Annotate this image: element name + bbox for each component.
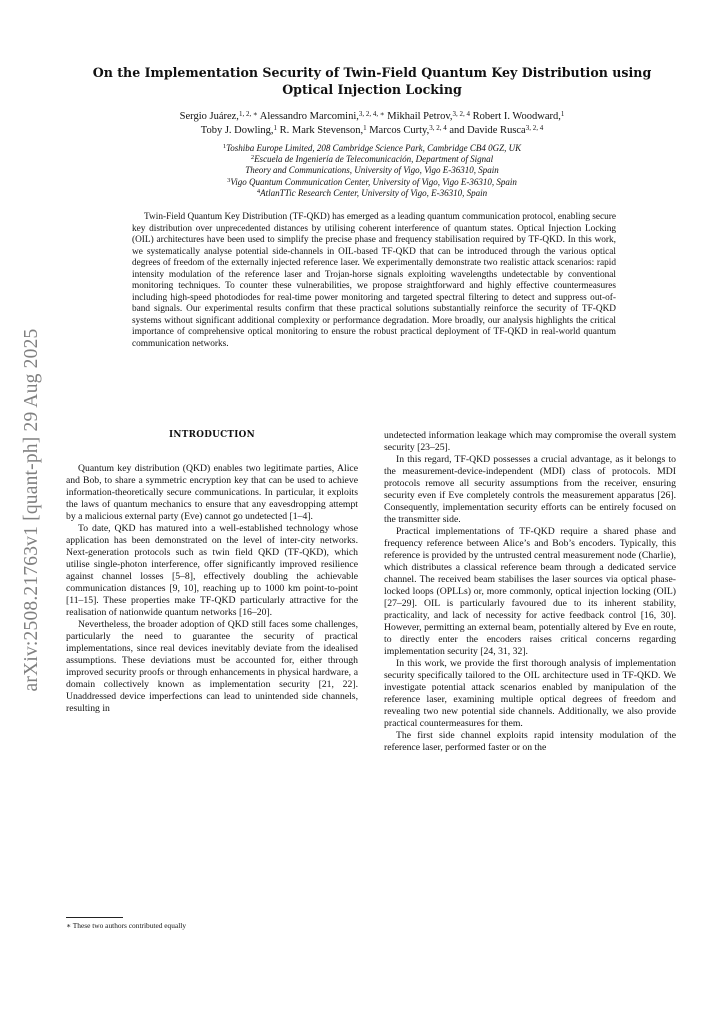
paragraph: Nevertheless, the broader adoption of QKD still faces some challenges, particularly the need to guarantee the security of practical implementations, since real devices inevitably deviate from the idealised assumptions. These deviations must be accounted for, either through improved security proofs or through enhancements in physical hardware, a domain collectively known as implementation security [21, 22]. Unaddressed device imperfections can lead to unintended side channels, resulting in	[66, 619, 358, 714]
affiliation-list	[70, 143, 674, 199]
affiliation	[70, 154, 674, 165]
paragraph: Practical implementations of TF-QKD require a shared phase and frequency reference between Alice’s and Bob’s encoders. Typically, this reference is provided by the untrusted central measurement node (Charlie), which distributes a classical reference beam through a dedicated service channel. The received beam stabilises the laser sources via optical phase-locked loops (OPLLs) or, more commonly, optical injection locking (OIL) [27–29]. OIL is particularly favoured due to its inherent stability, practicality, and lack of necessity for active feedback control [16, 30]. However, permitting an external beam, potentially altered by Eve en route, to directly enter the encoders raises critical concerns regarding implementation security [24, 31, 32].	[384, 526, 676, 657]
affiliation-marker: 1	[222, 143, 227, 150]
author-name: Toby J. Dowling,	[200, 125, 274, 136]
author	[201, 125, 277, 136]
left-column	[66, 429, 358, 715]
author-affil-marker: 1	[273, 124, 278, 132]
paragraph: Quantum key distribution (QKD) enables two legitimate parties, Alice and Bob, to share a symmetric encryption key that can be used to achieve information-theoretically secure communications. In particular, it exploits the laws of quantum mechanics to ensure that any eavesdropping attempt by a malicious external party (Eve) cannot go undetected [1–4].	[66, 463, 358, 522]
author-name: and Davide Rusca	[449, 125, 526, 136]
paragraph: The first side channel exploits rapid intensity modulation of the reference laser, performed faster or on the	[384, 730, 676, 753]
paragraph: undetected information leakage which may compromise the overall system security [23–25].	[384, 430, 676, 453]
paragraph: In this regard, TF-QKD possesses a crucial advantage, as it belongs to the measurement-device-independent (MDI) class of protocols. MDI protocols remove all security assumptions from the receiver, ensuring security even if Eve completely controls the measurement apparatus [26]. Consequently, implementation security efforts can be entirely focused on the transmitter side.	[384, 454, 676, 525]
author	[473, 111, 565, 122]
paragraph: To date, QKD has matured into a well-established technology whose application has been demonstrated on the level of inter-city networks. Next-generation protocols such as twin field QKD (TF-QKD), which utilise single-photon interference, offer significantly improved resilience against channel losses [5–8], effectively doubling the achievable communication distances [9, 10], reaching up to 1000 km point-to-point [11–15]. These properties make TF-QKD particularly attractive for the realisation of nationwide quantum networks [16–20].	[66, 523, 358, 618]
author	[280, 125, 367, 136]
affiliation	[70, 143, 674, 154]
author	[449, 125, 543, 136]
author	[180, 111, 258, 122]
affiliation	[70, 188, 674, 199]
paper-title: On the Implementation Security of Twin-Field Quantum Key Distribution using Optical Injection Locking	[92, 65, 652, 97]
footnote: ∗ These two authors contributed equally	[66, 921, 187, 930]
affiliation-text: Toshiba Europe Limited, 208 Cambridge Science Park, Cambridge CB4 0GZ, UK	[226, 143, 522, 153]
affiliation-text: Vigo Quantum Communication Center, University of Vigo, Vigo E-36310, Spain	[230, 176, 517, 187]
right-column	[384, 430, 676, 754]
affiliation-text: AtlanTTic Research Center, University of Vigo, E-36310, Spain	[260, 187, 488, 198]
section-heading: INTRODUCTION	[169, 430, 255, 440]
arxiv-identifier	[10, 300, 54, 720]
author-affil-marker: 3, 2, 4	[429, 124, 447, 132]
author-name: Alessandro Marcomini,	[259, 111, 359, 122]
affiliation-marker: 4	[256, 187, 261, 195]
author-name: R. Mark Stevenson,	[279, 125, 364, 136]
affiliation-text: Escuela de Ingeniería de Telecomunicación, Department of Signal	[254, 154, 494, 165]
affiliation-text: Theory and Communications, University of Vigo, Vigo E-36310, Spain	[245, 165, 499, 176]
footnote-rule	[66, 917, 123, 918]
author-affil-marker: 1	[560, 110, 565, 118]
author-list	[70, 110, 674, 138]
author-name: Sergio Juárez,	[179, 111, 239, 122]
affiliation-marker: 2	[250, 154, 255, 162]
paragraph: In this work, we provide the first thorough analysis of implementation security specifically tailored to the OIL architecture used in TF-QKD. We investigate potential attack scenarios enabled by manipulation of the reference laser, examining multiple optical degrees of freedom and revealing two new potential side channels. Additionally, we also provide practical countermeasures for them.	[384, 658, 676, 729]
abstract: Twin-Field Quantum Key Distribution (TF-QKD) has emerged as a leading quantum communication protocol, enabling secure key distribution over unprecedented distances by utilising coherent interference of quantum states. Optical Injection Locking (OIL) architectures have been used to simplify the precise phase and frequency stabilisation required by TF-QKD. In this work, we systematically analyse potential side-channels in OIL-based TF-QKD that can be introduced through the various optical degrees of freedom of the externally injected reference laser. We experimentally demonstrate two realistic attack scenarios: rapid intensity modulation of the reference laser and Trojan-horse signals exploiting wavelengths undetectable by conventional monitoring techniques. To counter these vulnerabilities, we propose straightforward and highly effective countermeasures including high-speed photodiodes for real-time power monitoring and targeted spectral filtering to detect and suppress out-of-band signals. Our experimental results confirm that these practical solutions substantially reinforce the security of TF-QKD systems without significant additional complexity or performance degradation. More broadly, our analysis highlights the critical importance of comprehensive optical monitoring to ensure the robust practical deployment of TF-QKD in real-world quantum communication networks.	[132, 212, 616, 349]
author-affil-marker: 1	[363, 124, 367, 132]
author-affil-marker: 1, 2, ∗	[238, 110, 258, 118]
author-affil-marker: 3, 2, 4	[452, 110, 471, 118]
affiliation	[70, 177, 674, 188]
affiliation-marker: 3	[227, 176, 231, 184]
author-affil-marker: 3, 2, 4	[525, 124, 544, 132]
affiliation	[70, 165, 674, 176]
author-name: Robert I. Woodward,	[472, 111, 561, 122]
author	[369, 125, 446, 136]
arxiv-identifier-text: arXiv:2508.21763v1 [quant-ph] 29 Aug 2025	[21, 328, 42, 692]
author-name: Mikhail Petrov,	[387, 111, 453, 122]
author	[387, 111, 470, 122]
author-name: Marcos Curty,	[369, 125, 430, 136]
author-affil-marker: 3, 2, 4, ∗	[358, 110, 385, 118]
author	[260, 111, 385, 122]
